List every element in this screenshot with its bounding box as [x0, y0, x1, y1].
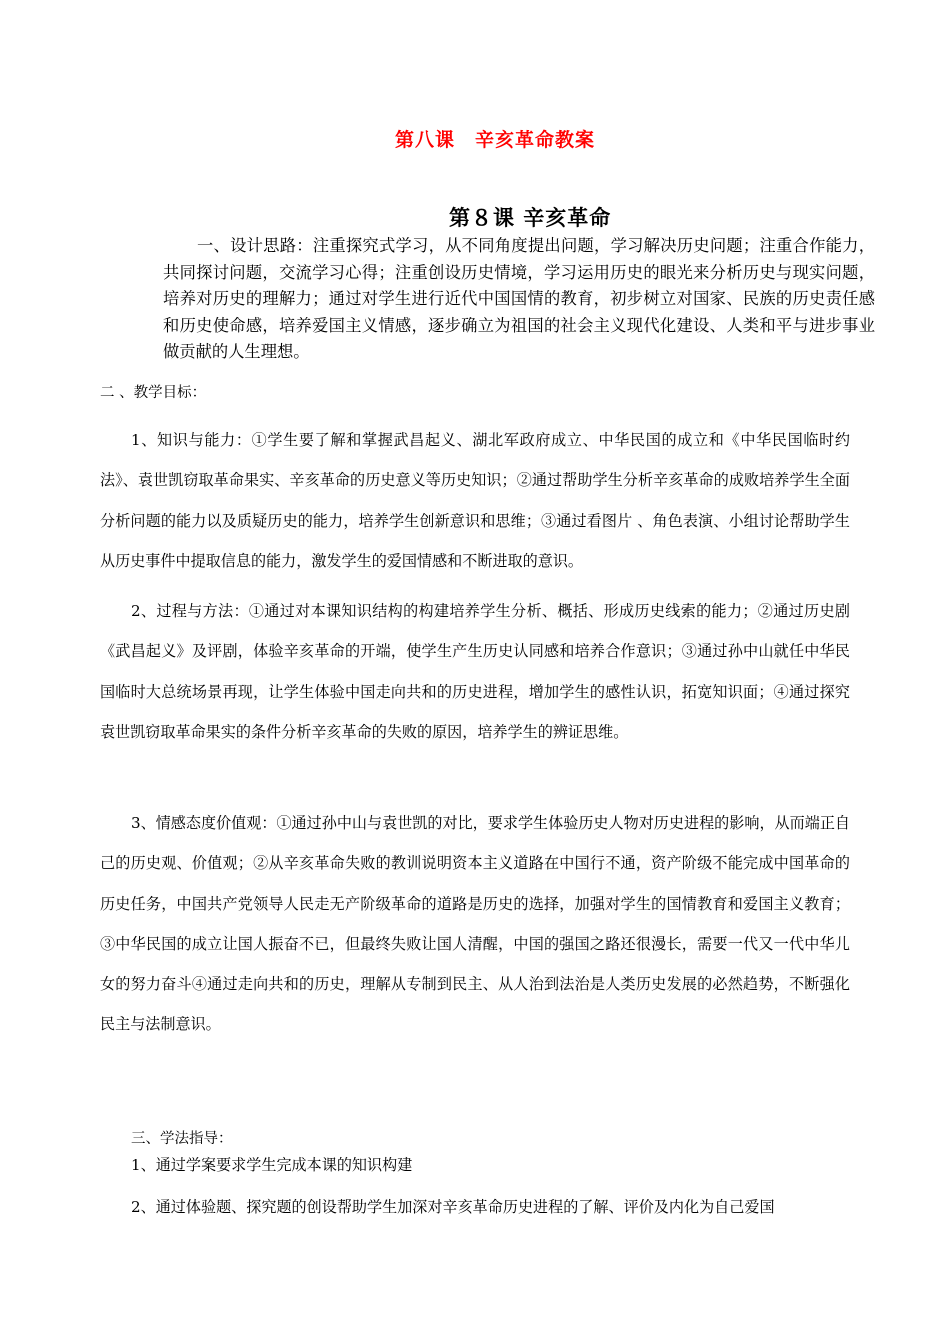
objective-process-paragraph: 2、过程与方法：①通过对本课知识结构的构建培养学生分析、概括、形成历史线索的能力；②通过历史剧《武昌起义》及评剧，体验辛亥革命的开端，使学生产生历史认同感和培养合作意识；③通过孙中山就任中华民国临时大总统场景再现，让学生体验中国走向共和的历史进程，增加学生的感性认识，拓宽知识面；④通过探究袁世凯窃取革命果实的条件分析辛亥革命的失败的原因，培养学生的辨证思维。 [100, 602, 850, 741]
method-item-1: 1、通过学案要求学生完成本课的知识构建 [131, 1156, 413, 1174]
method-item-2: 2、通过体验题、探究题的创设帮助学生加深对辛亥革命历史进程的了解、评价及内化为自己爱国 [131, 1198, 775, 1216]
objectives-heading: 二 、教学目标： [100, 385, 207, 401]
method-heading: 三、学法指导： [131, 1131, 233, 1147]
lesson-title: 第８课 辛亥革命 [449, 206, 612, 231]
design-thinking-paragraph: 一、设计思路：注重探究式学习，从不同角度提出问题，学习解决历史问题；注重合作能力，共同探讨问题，交流学习心得；注重创设历史情境，学习运用历史的眼光来分析历史与现实问题，培养对历史的理解力；通过对学生进行近代中国国情的教育，初步树立对国家、民族的历史责任感和历史使命感，培养爱国主义情感，逐步确立为祖国的社会主义现代化建设、人类和平与进步事业做贡献的人生理想。 [163, 236, 875, 361]
document-title: 第八课 辛亥革命教案 [394, 128, 595, 151]
objective-emotion-paragraph: 3、情感态度价值观：①通过孙中山与袁世凯的对比，要求学生体验历史人物对历史进程的影响，从而端正自己的历史观、价值观；②从辛亥革命失败的教训说明资本主义道路在中国行不通，资产阶级不能完成中国革命的历史任务，中国共产党领导人民走无产阶级革命的道路是历史的选择，加强对学生的国情教育和爱国主义教育；③中华民国的成立让国人振奋不已，但最终失败让国人清醒，中国的强国之路还很漫长，需要一代又一代中华儿女的努力奋斗④通过走向共和的历史，理解从专制到民主、从人治到法治是人类历史发展的必然趋势，不断强化民主与法制意识。 [100, 814, 851, 1034]
objective-knowledge-paragraph: 1、知识与能力：①学生要了解和掌握武昌起义、湖北军政府成立、中华民国的成立和《中华民国临时约法》、袁世凯窃取革命果实、辛亥革命的历史意义等历史知识；②通过帮助学生分析辛亥革命的成败培养学生全面分析问题的能力以及质疑历史的能力，培养学生创新意识和思维；③通过看图片 、角色表演、小组讨论帮助学生从历史事件中提取信息的能力，激发学生的爱国情感和不断进取的意识。 [100, 431, 850, 570]
